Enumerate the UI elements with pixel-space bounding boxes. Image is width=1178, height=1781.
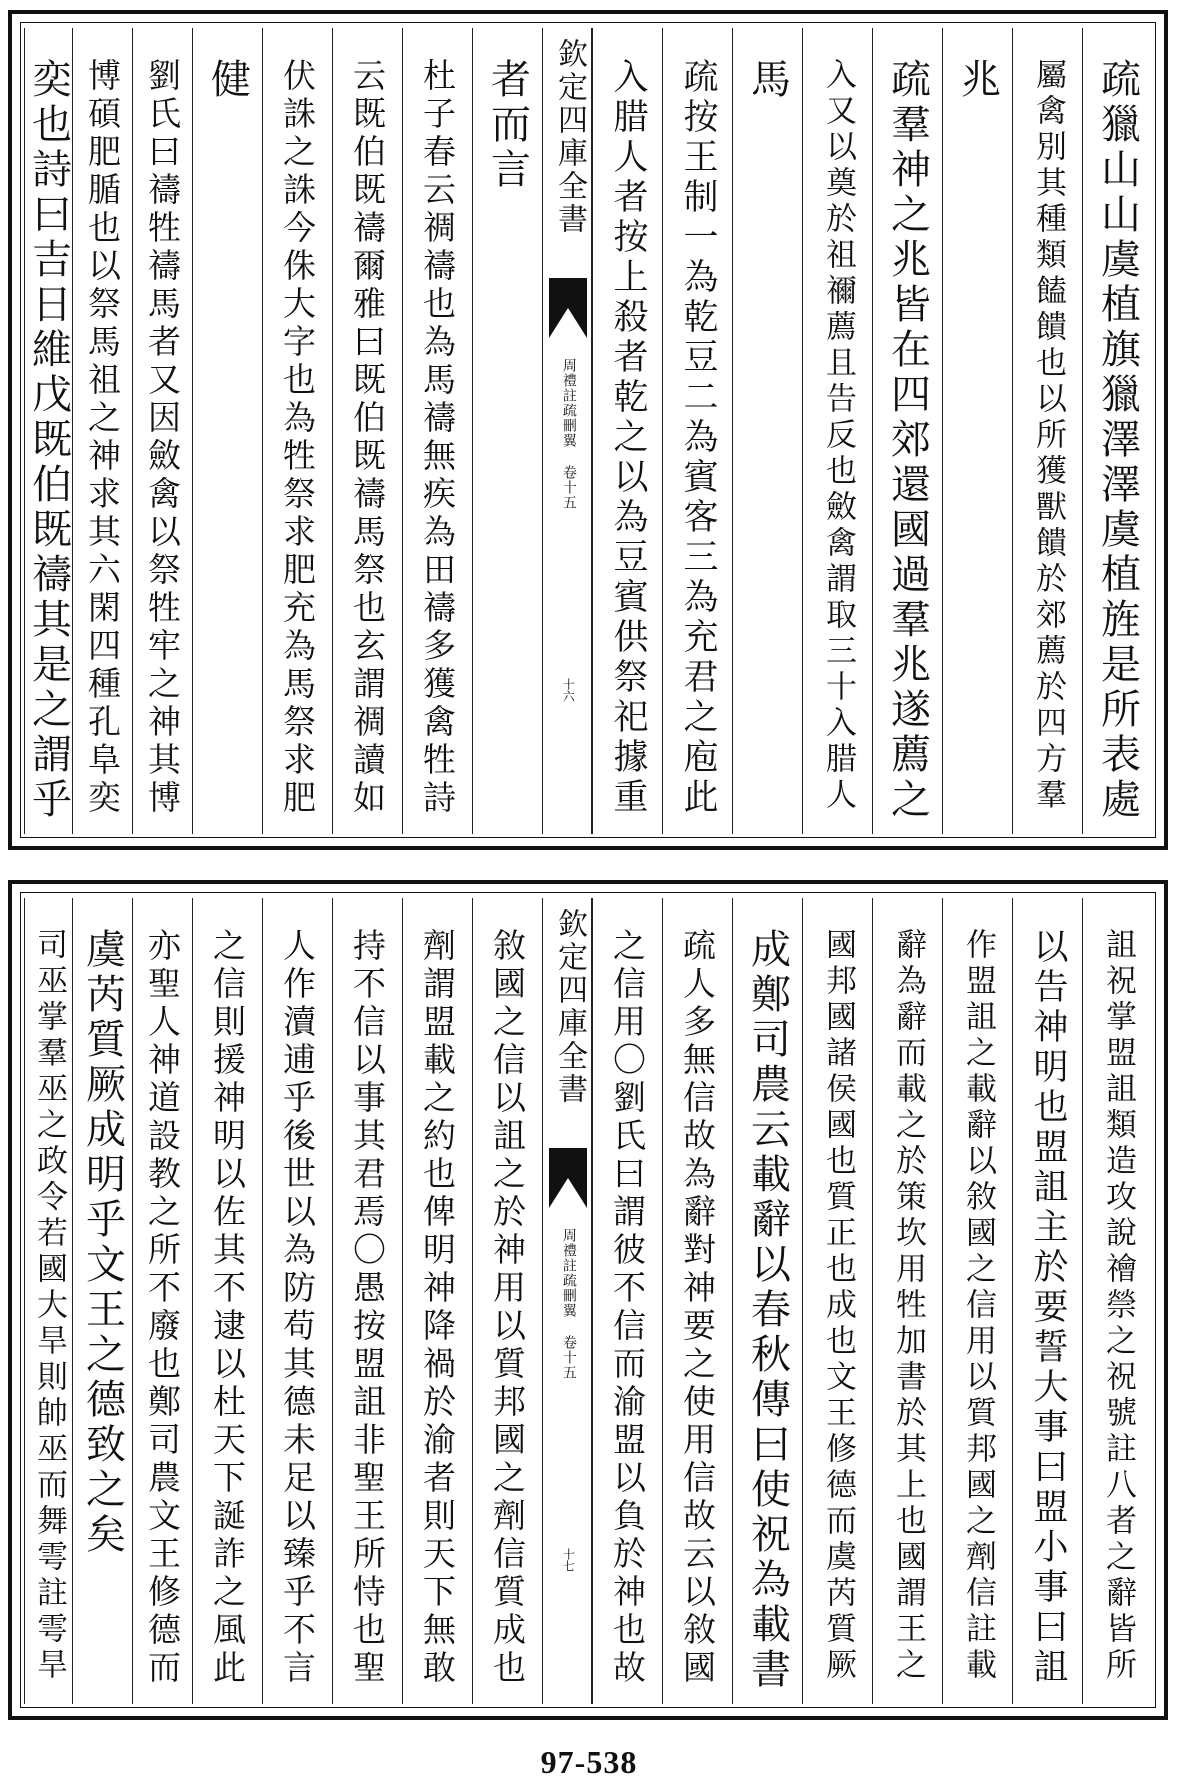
column-text: 之信則援神明以佐其不逮以杜天下誕詐之風此 bbox=[208, 928, 247, 1688]
column-text: 博碩肥腯也以祭馬祖之神求其六閑四種孔阜奕 bbox=[83, 58, 122, 818]
text-column bbox=[332, 28, 402, 834]
column-text: 杜子春云禂禱也為馬禱無疾為田禱多獲禽牲詩 bbox=[418, 58, 457, 818]
column-text: 云既伯既禱爾雅曰既伯既禱馬祭也玄謂禂讀如 bbox=[348, 58, 387, 818]
text-column bbox=[24, 898, 72, 1704]
text-column bbox=[262, 898, 332, 1704]
column-text: 伏誅之誅今侏大字也為牲祭求肥充為馬祭求肥 bbox=[278, 58, 317, 818]
folio-number: 十六 bbox=[561, 678, 576, 702]
text-column bbox=[662, 28, 732, 834]
text-column bbox=[24, 28, 72, 834]
column-text: 持不信以事其君焉〇愚按盟詛非聖王所恃也聖 bbox=[348, 928, 387, 1688]
text-column bbox=[942, 898, 1012, 1704]
text-column bbox=[262, 28, 332, 834]
column-text: 健 bbox=[204, 58, 251, 103]
column-text: 者而言 bbox=[484, 58, 531, 193]
text-column bbox=[192, 28, 262, 834]
text-column bbox=[402, 898, 472, 1704]
bottom-page bbox=[8, 880, 1168, 1720]
text-column bbox=[662, 898, 732, 1704]
text-column bbox=[732, 898, 802, 1704]
text-column bbox=[472, 28, 542, 834]
column-text: 屬禽別其種類饁饋也以所獲獸饋於郊薦於四方羣 bbox=[1030, 58, 1066, 814]
text-column bbox=[802, 898, 872, 1704]
text-column bbox=[1012, 28, 1082, 834]
text-column bbox=[592, 28, 662, 834]
column-text: 疏羣神之兆皆在四郊還國過羣兆遂薦之 bbox=[884, 58, 931, 823]
column-text: 奕也詩曰吉日維戊既伯既禱其是之謂乎 bbox=[25, 58, 72, 823]
text-column bbox=[402, 28, 472, 834]
text-column bbox=[942, 28, 1012, 834]
column-text: 入腊人者按上殺者乾之以為豆賓供祭祀據重 bbox=[608, 58, 648, 818]
column-text: 疏獵山山虞植旗獵澤澤虞植旌是所表處 bbox=[1094, 58, 1141, 823]
top-page bbox=[8, 10, 1168, 850]
center-fold bbox=[542, 28, 592, 834]
center-title: 欽定四庫全書 bbox=[552, 38, 587, 236]
column-text: 成鄭司農云載辭以春秋傳曰使祝為載書 bbox=[744, 928, 791, 1693]
text-column bbox=[192, 898, 262, 1704]
fishtail-mark-icon bbox=[549, 1148, 587, 1208]
column-text: 虞芮質厥成明乎文王之德致之矣 bbox=[79, 928, 126, 1558]
column-text: 入又以奠於祖禰薦且告反也斂禽謂取三十入腊人 bbox=[820, 58, 856, 814]
column-text: 疏人多無信故為辭對神要之使用信故云以敘國 bbox=[678, 928, 717, 1688]
column-text: 馬 bbox=[744, 58, 791, 103]
text-column bbox=[72, 28, 132, 834]
center-volume-label: 周禮註疏刪翼 卷十五 bbox=[560, 1228, 577, 1380]
column-text: 人作瀆逋乎後世以為防苟其德未足以臻乎不言 bbox=[278, 928, 317, 1688]
center-title: 欽定四庫全書 bbox=[552, 908, 587, 1106]
text-column bbox=[72, 898, 132, 1704]
column-text: 兆 bbox=[954, 58, 1001, 103]
column-text: 敘國之信以詛之於神用以質邦國之劑信質成也 bbox=[488, 928, 527, 1688]
text-column bbox=[1012, 898, 1082, 1704]
column-text: 詛祝掌盟詛類造攻說禬禜之祝號註八者之辭皆所 bbox=[1100, 928, 1136, 1684]
page-label: 97-538 bbox=[540, 1744, 638, 1780]
folio-number: 十七 bbox=[561, 1548, 576, 1572]
column-text: 辭為辭而載之於策坎用牲加書於其上也國謂王之 bbox=[890, 928, 926, 1684]
center-volume-label: 周禮註疏刪翼 卷十五 bbox=[560, 358, 577, 510]
column-text: 以告神明也盟詛主於要誓大事曰盟小事曰詛 bbox=[1028, 928, 1068, 1688]
text-column bbox=[732, 28, 802, 834]
column-text: 之信用〇劉氏曰謂彼不信而渝盟以負於神也故 bbox=[608, 928, 647, 1688]
fishtail-mark-icon bbox=[549, 278, 587, 338]
text-column bbox=[1082, 28, 1152, 834]
column-text: 國邦國諸侯國也質正也成也文王修德而虞芮質厥 bbox=[820, 928, 856, 1684]
text-column bbox=[872, 28, 942, 834]
text-column bbox=[472, 898, 542, 1704]
text-column bbox=[802, 28, 872, 834]
text-column bbox=[872, 898, 942, 1704]
column-text: 劑謂盟載之約也俾明神降禍於渝者則天下無敢 bbox=[418, 928, 457, 1688]
column-text: 劉氏曰禱牲禱馬者又因斂禽以祭牲牢之神其博 bbox=[143, 58, 182, 818]
column-text: 疏按王制一為乾豆二為賓客三為充君之庖此 bbox=[678, 58, 718, 818]
text-column bbox=[132, 898, 192, 1704]
text-column bbox=[592, 898, 662, 1704]
column-text: 作盟詛之載辭以敘國之信用以質邦國之劑信註載 bbox=[960, 928, 996, 1684]
column-text: 亦聖人神道設教之所不廢也鄭司農文王修德而 bbox=[143, 928, 182, 1688]
text-column bbox=[132, 28, 192, 834]
column-text: 司巫掌羣巫之政令若國大旱則帥巫而舞雩註雩旱 bbox=[31, 928, 67, 1684]
text-column bbox=[332, 898, 402, 1704]
text-column bbox=[1082, 898, 1152, 1704]
center-fold bbox=[542, 898, 592, 1704]
